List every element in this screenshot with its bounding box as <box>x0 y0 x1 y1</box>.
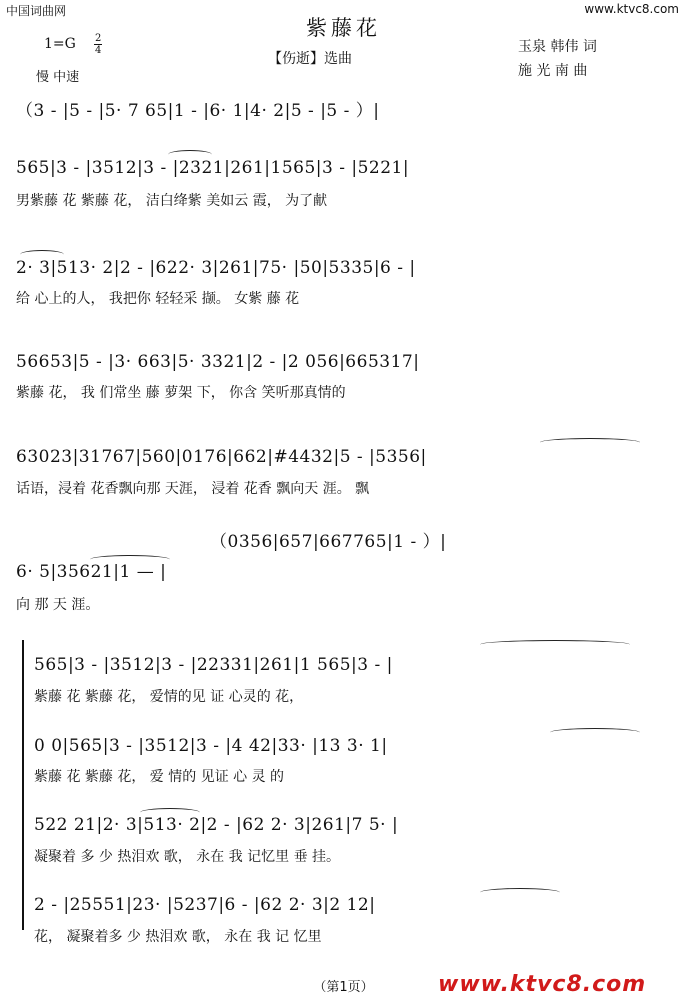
tempo-marking: 慢 中速 <box>36 70 80 85</box>
lyric-line-8: 紫藤 花 紫藤 花， 爱情的见 证 心灵的 花， <box>34 689 304 705</box>
notation-line-11: 2 - |25551|23· |5237|6 - |62 2· 3|2 12| <box>34 895 376 915</box>
song-title: 紫藤花 <box>306 16 381 40</box>
lyric-line-9: 紫藤 花 紫藤 花， 爱 情的 见证 心 灵 的 <box>34 769 285 785</box>
time-signature-top: 2 <box>95 33 102 44</box>
lyric-line-5: 话语，浸着 花香飘向那 天涯， 浸着 花香 飘向天 涯。 飘 <box>16 481 370 497</box>
watermark-top-left: 中国词曲网 <box>6 4 67 18</box>
lyric-line-10: 凝聚着 多 少 热泪欢 歌， 永在 我 记忆里 垂 挂。 <box>34 849 341 865</box>
time-signature <box>94 33 102 56</box>
lyric-line-4: 紫藤 花， 我 们常坐 藤 萝架 下， 你含 笑听那真情的 <box>16 385 346 401</box>
watermark-top-right: www.ktvc8.com <box>584 2 679 16</box>
notation-line-3: 2· 3|513· 2|2 - |622· 3|261|75· |50|5335|6 - | <box>16 258 416 278</box>
notation-line-5: 63023|31767|560|0176|662|#4432|5 - |5356| <box>16 447 427 467</box>
notation-line-1: （3 - |5 - |5· 7 65|1 - |6· 1|4· 2|5 - |5 - ）| <box>16 101 380 121</box>
notation-line-10: 522 21|2· 3|513· 2|2 - |62 2· 3|261|7 5· | <box>34 815 399 835</box>
lyric-line-2: 男紫藤 花 紫藤 花， 洁白绛紫 美如云 霞， 为了献 <box>16 193 328 209</box>
key-signature: 1=G <box>44 36 76 52</box>
lyricist-credit: 玉泉 韩伟 词 <box>518 39 597 55</box>
notation-line-9: 0 0|565|3 - |3512|3 - |4 42|33· |13 3· 1| <box>34 736 388 756</box>
system-bracket <box>22 640 27 930</box>
lyric-line-7: 向 那 天 涯。 <box>16 597 100 613</box>
notation-line-6-interlude: （0356|657|667765|1 - ）| <box>210 532 447 552</box>
notation-line-2: 565|3 - |3512|3 - |2321|261|1565|3 - |5221| <box>16 158 410 178</box>
source-note: 【伤逝】选曲 <box>268 51 352 67</box>
time-signature-bottom: 4 <box>95 45 102 56</box>
lyric-line-3: 给 心上的人， 我把你 轻轻采 撷。 女紫 藤 花 <box>16 291 300 307</box>
composer-credit: 施 光 南 曲 <box>518 63 588 79</box>
lyric-line-11: 花， 凝聚着多 少 热泪欢 歌， 永在 我 记 忆里 <box>34 929 322 945</box>
notation-line-7: 6· 5|35621|1 — | <box>16 562 167 582</box>
notation-line-8: 565|3 - |3512|3 - |22331|261|1 565|3 - | <box>34 655 393 675</box>
watermark-bottom: www.ktvc8.com <box>438 972 647 997</box>
notation-line-4: 56653|5 - |3· 663|5· 3321|2 - |2 056|665317| <box>16 352 420 372</box>
page-number: （第1页） <box>313 980 374 995</box>
